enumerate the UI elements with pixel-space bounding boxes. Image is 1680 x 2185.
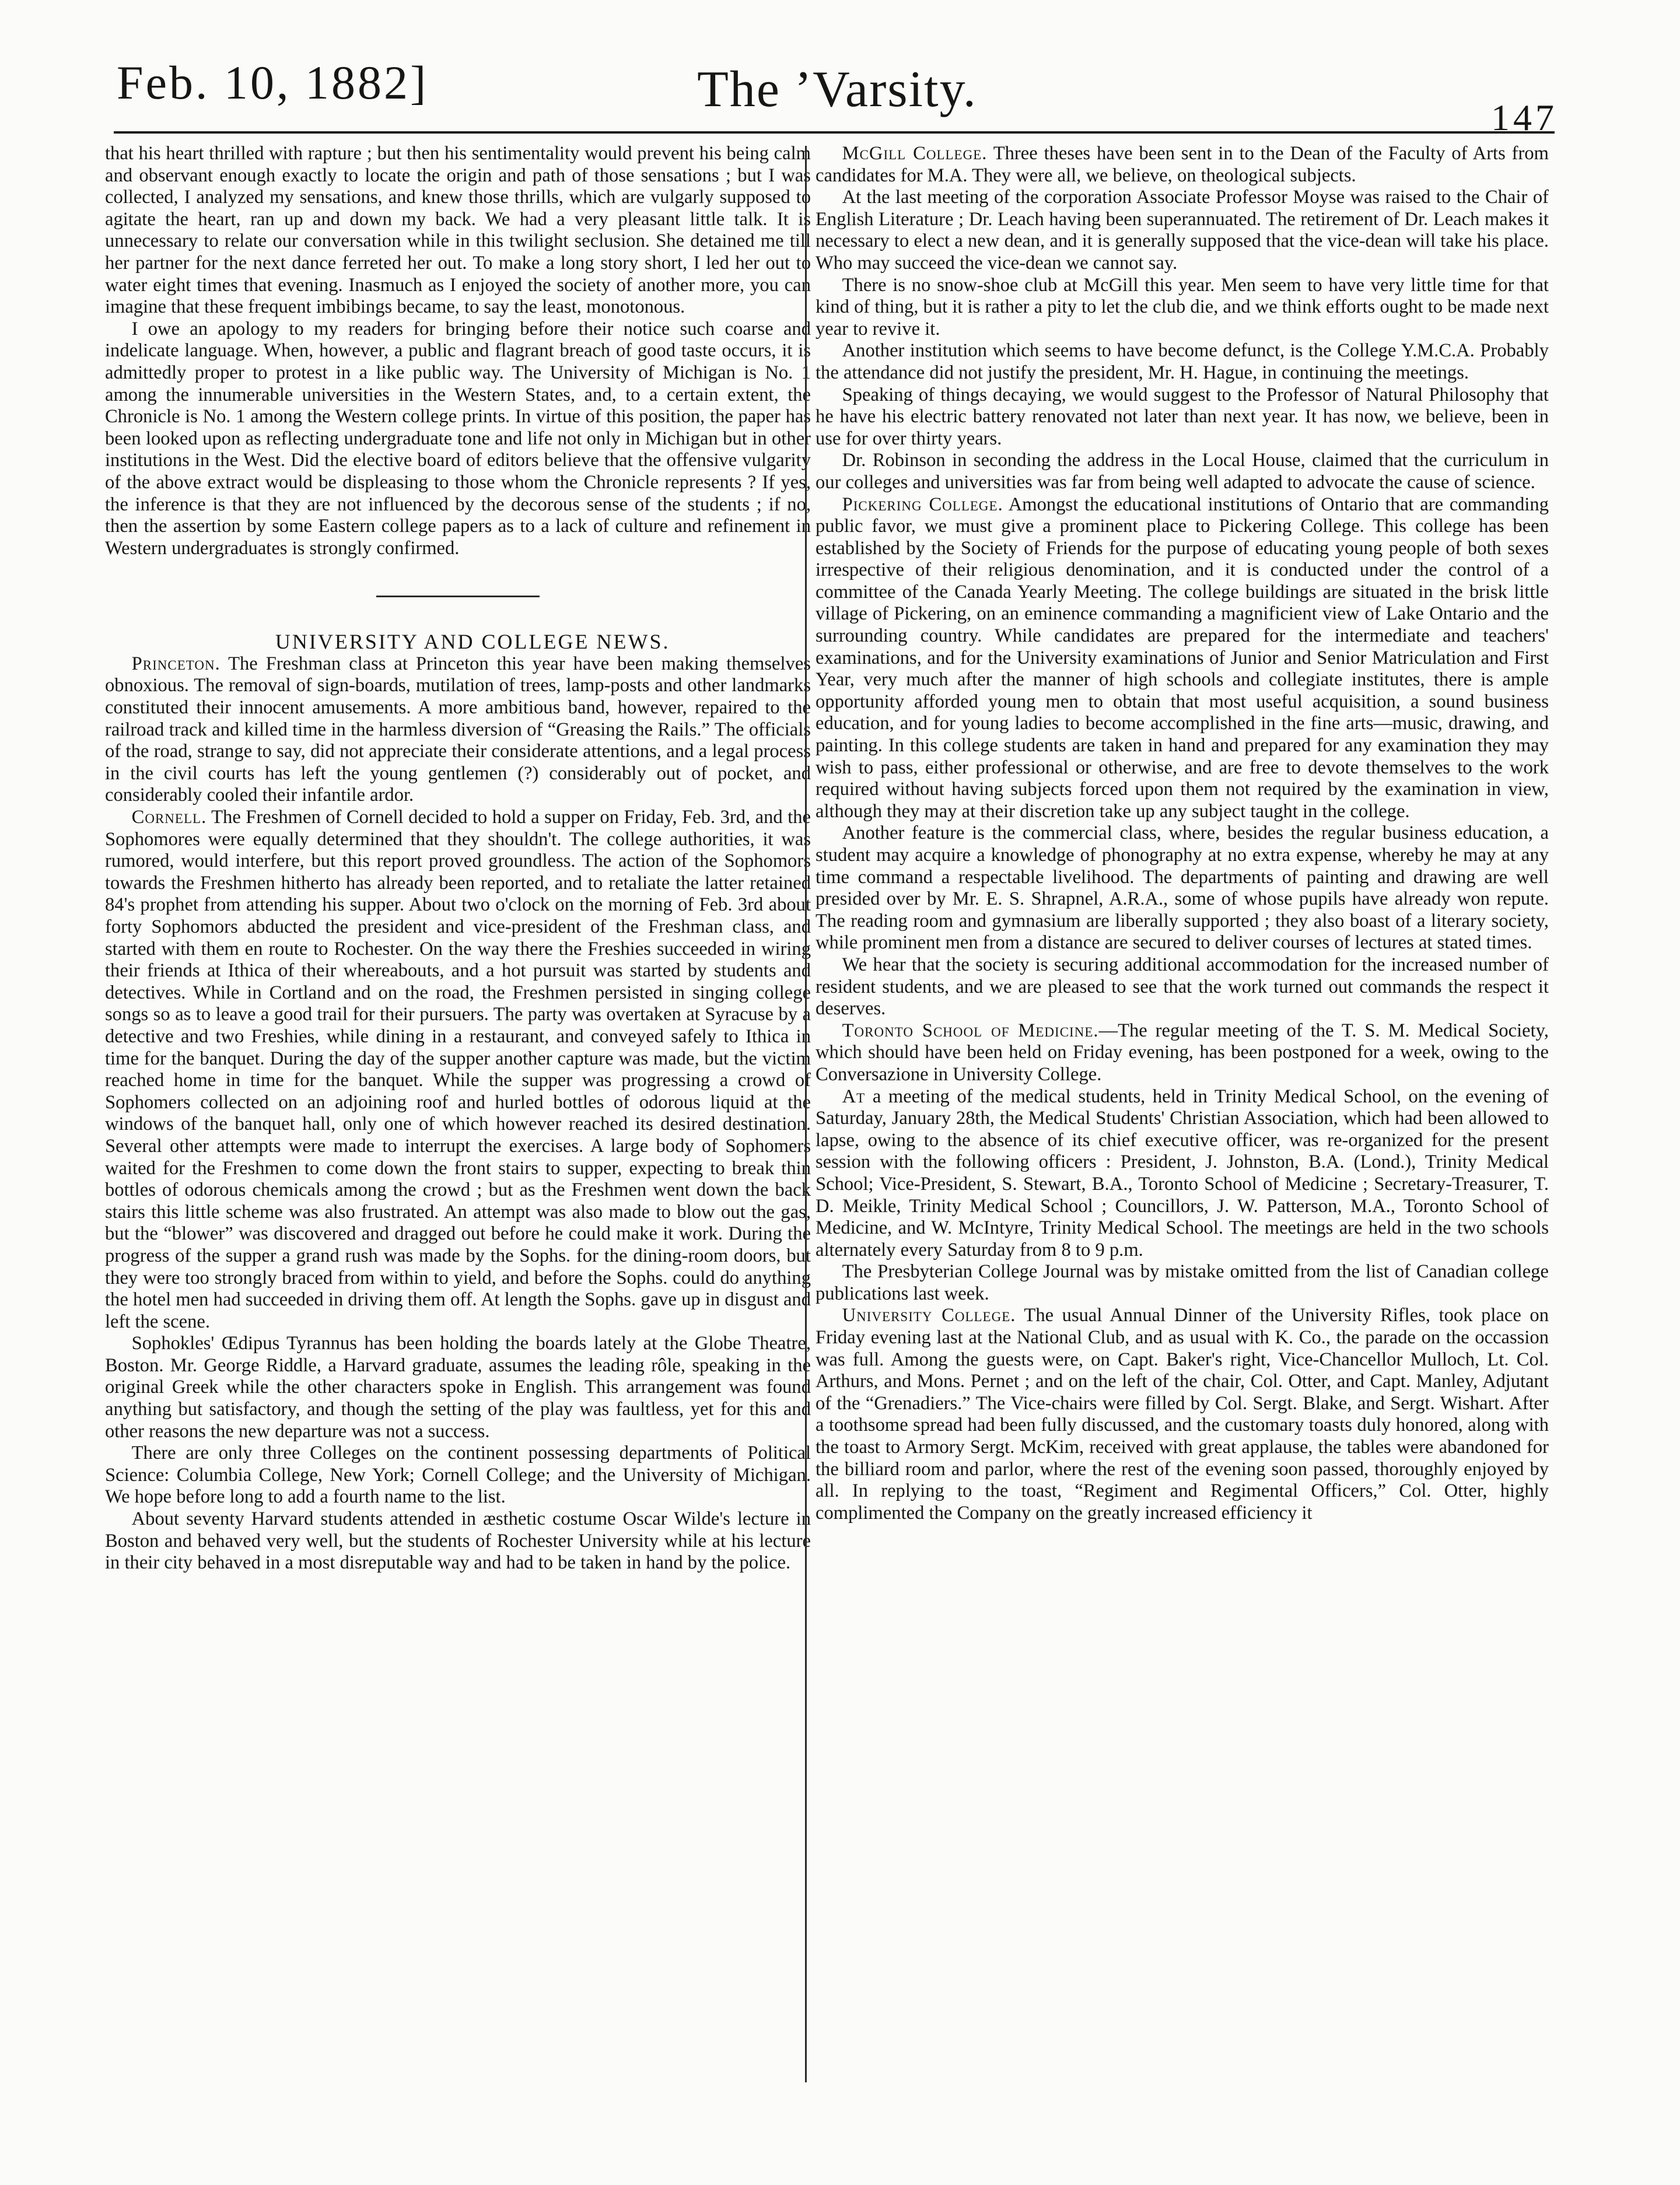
- news-text: The Freshmen of Cornell decided to hold a supper on Friday, Feb. 3rd, and the Sophomores were equally determined that they shouldn't. The college authorities, it was rumored, would interfere, but this report proved groundless. The action of the Sophomors towards the Freshmen hitherto has already been reported, and to retaliate the latter retained 84's prophet from attending his supper. About two o'clock on the morning of Feb. 3rd about forty Sophomors abducted the president and vice-president of the Freshman class, and started with them en route to Rochester. On the way there the Freshies succeeded in wiring their friends at Ithica of their whereabouts, and a hot pursuit was started by students and detectives. While in Cortland and on the road, the Freshmen persisted in singing college songs so as to leave a good trail for their pursuers. The party was overtaken at Syracuse by a detective and two Freshies, while dining in a restaurant, and conveyed safely to Ithica in time for the banquet. During the day of the supper another capture was made, but the victim reached home in time for the banquet. While the supper was progressing a crowd of Sophomers collected on an adjoining roof and hurled bottles of odorous liquid at the windows of the banquet hall, only one of which however reached its desired destination. Several other attempts were made to interrupt the exercises. A large body of Sophomers waited for the Freshmen to come down the front stairs to supper, expecting to break thin bottles of odorous chemicals among the crowd ; but as the Freshmen went down the back stairs this little scheme was also frustrated. An attempt was also made to blow out the gas, but the “blower” was discovered and dragged out before he could make it work. During the progress of the supper a grand rush was made by the Sophs. for the dining-room doors, but they were too strongly braced from within to yield, and before the Sophs. could do anything the hotel men had succeeded in driving them off. At length the Sophs. gave up in disgust and left the scene.: [105, 807, 811, 1332]
- paragraph: that his heart thrilled with rapture ; but then his sentimentality would prevent his being calm and observant enough exactly to locate the origin and path of those sensations ; but I was collected, I analyzed my sensations, and knew those thrills, which are vulgarly supposed to agitate the heart, ran up and down my back. We had a very pleasant little talk. It is unnecessary to relate our conversation while in this twilight seclusion. She detained me till her partner for the next dance ferreted her out. To make a long story short, I led her out to water eight times that evening. Inasmuch as I enjoyed the society of another more, you can imagine that these frequent imbibings became, to say the least, monotonous.: [105, 143, 811, 318]
- header-rule: [114, 131, 1555, 134]
- news-lead: University College.: [842, 1305, 1016, 1326]
- page-number: 147: [1491, 97, 1558, 138]
- news-text: Another institution which seems to have become defunct, is the College Y.M.C.A. Probably the attendance did not justify the president, Mr. H. Hague, in continuing the meetings.: [816, 340, 1549, 383]
- news-item: [105, 807, 811, 1333]
- news-lead: McGill College.: [842, 143, 988, 164]
- news-text: Dr. Robinson in seconding the address in the Local House, claimed that the curriculum in our colleges and universities was far from being well adapted to advocate the cause of science.: [816, 450, 1549, 493]
- news-item: [816, 143, 1549, 187]
- paragraph: I owe an apology to my readers for bringing before their notice such coarse and indelicate language. When, however, a public and flagrant breach of good taste occurs, it is admittedly proper to protest in a like public way. The University of Michigan is No. 1 among the innumerable universities in the Western States, and, to a certain extent, the Chronicle is No. 1 among the Western college prints. In virtue of this position, the paper has been looked upon as reflecting undergraduate tone and life not only in Michigan but in other institutions in the West. Did the elective board of editors believe that the offensive vulgarity of the above extract would be displeasing to those whom the Chronicle represents ? If yes, the inference is that they are not influenced by the decorous sense of the students ; if no, then the assertion by some Eastern college papers as to a lack of culture and refinement in Western undergraduates is strongly confirmed.: [105, 318, 811, 559]
- right-column: [811, 143, 1549, 2094]
- news-item: [816, 384, 1549, 450]
- news-item: [816, 1020, 1549, 1086]
- news-text: —The regular meeting of the T. S. M. Medical Society, which should have been held on Friday evening, has been postponed for a week, owing to the Conversazione in University College.: [816, 1020, 1549, 1085]
- news-lead: Pickering College.: [842, 493, 1003, 515]
- news-item: [105, 1442, 811, 1508]
- news-lead: Toronto School of Medicine.: [842, 1020, 1099, 1041]
- news-item: [816, 822, 1549, 954]
- news-item: [816, 1086, 1549, 1262]
- news-item: [816, 450, 1549, 493]
- news-lead: Cornell.: [131, 807, 207, 828]
- news-text: We hear that the society is securing additional accommodation for the increased number of resident students, and we are pleased to see that the work turned out commands the respect it deserves.: [816, 954, 1549, 1020]
- news-text: At the last meeting of the corporation Associate Professor Moyse was raised to the Chair of English Literature ; Dr. Leach having been superannuated. The retirement of Dr. Leach makes it necessary to elect a new dean, and it is generally supposed that the vice-dean will take his place. Who may succeed the vice-dean we cannot say.: [816, 187, 1549, 274]
- news-text: Sophokles' Œdipus Tyrannus has been holding the boards lately at the Globe Theatre, Boston. Mr. George Riddle, a Harvard graduate, assumes the leading rôle, speaking in the original Greek while the other characters spoke in English. This arrangement was found anything but satisfactory, and though the setting of the play was faultless, yet for this and other reasons the new departure was not a success.: [105, 1333, 811, 1442]
- news-text: The Freshman class at Princeton this year have been making themselves obnoxious. The removal of sign-boards, mutilation of trees, lamp-posts and other landmarks constituted their innocent amusements. A more ambitious band, however, repaired to the railroad track and killed time in the harmless diversion of “Greasing the Rails.” The officials of the road, strange to say, did not appreciate their considerate attentions, and a legal process in the civil courts has left the young gentlemen (?) considerably out of pocket, and considerably cooled their infantile ardor.: [105, 653, 811, 806]
- news-item: [816, 1261, 1549, 1305]
- news-lead: Princeton.: [131, 653, 220, 674]
- news-item: [105, 653, 811, 807]
- news-item: [105, 1508, 811, 1574]
- news-item: [816, 1305, 1549, 1524]
- news-text: The usual Annual Dinner of the University Rifles, took place on Friday evening last at the National Club, and as usual with K. Co., the parade on the occassion was full. Among the guests were, on Capt. Baker's right, Vice-Chancellor Mulloch, Lt. Col. Arthurs, and Mons. Pernet ; and on the left of the chair, Col. Otter, and Capt. Manley, Adjutant of the “Grenadiers.” The Vice-chairs were filled by Col. Sergt. Blake, and Sergt. Wishart. After a toothsome spread had been fully discussed, and the customary toasts duly honored, along with the toast to Armory Sergt. McKim, received with great applause, the tables were abandoned for the billiard room and parlor, where the rest of the evening soon passed, thoroughly enjoyed by all. In replying to the toast, “Regiment and Regimental Officers,” Col. Otter, highly complimented the Company on the greatly increased efficiency it: [816, 1305, 1549, 1524]
- section-heading: UNIVERSITY AND COLLEGE NEWS.: [275, 630, 670, 654]
- news-text: There is no snow-shoe club at McGill this year. Men seem to have very little time for that kind of thing, but it is rather a pity to let the club die, and we think efforts ought to be made next year to revive it.: [816, 274, 1549, 339]
- news-item: [816, 340, 1549, 384]
- news-text: Three theses have been sent in to the Dean of the Faculty of Arts from candidates for M.A. They were all, we believe, on theological subjects.: [816, 143, 1549, 186]
- news-item: [816, 494, 1549, 823]
- news-text: a meeting of the medical students, held in Trinity Medical School, on the evening of Saturday, January 28th, the Medical Students' Christian Association, which had been allowed to lapse, owing to the absence of its chief executive officer, was re-organized for the present session with the following officers : President, J. Johnston, B.A. (Lond.), Trinity Medical School; Vice-President, S. Stewart, B.A., Toronto School of Medicine ; Secretary-Treasurer, T. D. Meikle, Trinity Medical School ; Councillors, J. W. Patterson, M.A., Toronto School of Medicine, and W. McIntyre, Trinity Medical School. The meetings are held in the two schools alternately every Saturday from 8 to 9 p.m.: [816, 1086, 1549, 1260]
- left-column: [105, 143, 811, 2094]
- news-text: The Presbyterian College Journal was by mistake omitted from the list of Canadian college publications last week.: [816, 1261, 1549, 1304]
- news-text: About seventy Harvard students attended in æsthetic costume Oscar Wilde's lecture in Boston and behaved very well, but the students of Rochester University while at his lecture in their city behaved in a most disreputable way and had to be taken in hand by the police.: [105, 1508, 811, 1574]
- news-lead: At: [842, 1086, 866, 1107]
- news-item: [816, 954, 1549, 1020]
- issue-date: Feb. 10, 1882]: [117, 56, 429, 109]
- news-text: Amongst the educational institutions of Ontario that are commanding public favor, we must give a prominent place to Pickering College. This college has been established by the Society of Friends for the purpose of educating young people of both sexes irrespective of their religious denomination, and it is conducted under the control of a committee of the Canada Yearly Meeting. The college buildings are situated in the brisk little village of Pickering, on an eminence commanding a magnificient view of Lake Ontario and the surrounding country. While candidates are prepared for the intermediate and teachers' examinations, and for the University examinations of Junior and Senior Matriculation and First Year, very much after the manner of high schools and collegiate institutes, there is ample opportunity afforded young men to obtain that most useful acquisition, a sound business education, and for young ladies to become accomplished in the fine arts—music, drawing, and painting. In this college students are taken in hand and prepared for any examination they may wish to pass, either professional or otherwise, and are free to devote themselves to the work required without having subjects forced upon them not required by the examination in view, although they may at their discretion take up any subject taught in the college.: [816, 493, 1549, 822]
- news-item: [105, 1333, 811, 1442]
- news-text: Another feature is the commercial class, where, besides the regular business education, a student may acquire a knowledge of phonography at no extra expense, whereby he may at any time command a respectable livelihood. The departments of painting and drawing are well presided over by Mr. E. S. Shrapnel, A.R.A., some of whose pupils have already won repute. The reading room and gymnasium are liberally supported ; they also boast of a literary society, while prominent men from a distance are secured to deliver courses of lectures at stated times.: [816, 822, 1549, 954]
- news-item: [816, 275, 1549, 341]
- news-text: There are only three Colleges on the continent possessing departments of Political Science: Columbia College, New York; Cornell College; and the University of Michigan. We hope before long to add a fourth name to the list.: [105, 1442, 811, 1508]
- news-item: [816, 187, 1549, 274]
- news-text: Speaking of things decaying, we would suggest to the Professor of Natural Philosophy that he have his electric battery renovated not later than next year. It has now, we believe, been in use for over thirty years.: [816, 384, 1549, 449]
- section-divider: [376, 596, 540, 597]
- masthead: [117, 55, 1558, 138]
- publication-title: The ’Varsity.: [697, 61, 977, 118]
- column-divider: [805, 146, 807, 2082]
